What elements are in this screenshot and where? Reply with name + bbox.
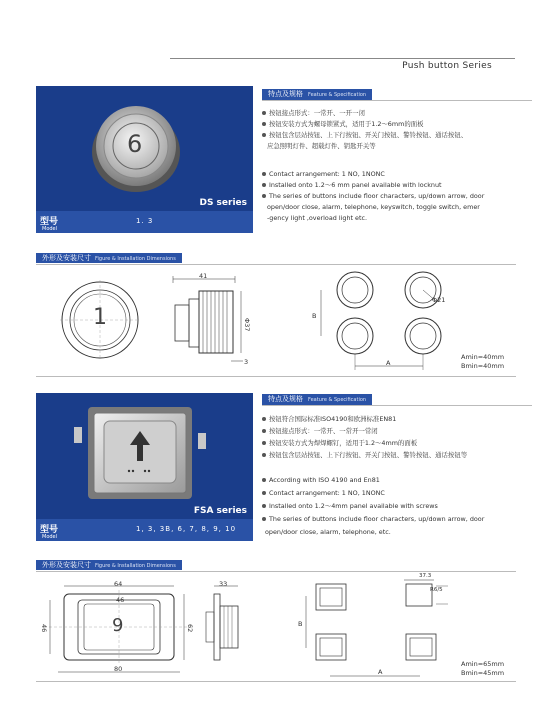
fsa-side-view bbox=[200, 582, 250, 682]
fsa-model-bar bbox=[36, 519, 253, 541]
fsa-fig-tag bbox=[36, 560, 182, 570]
fsa-cn-line: 按钮接点形式：一常开、一常开一常闭 bbox=[262, 427, 378, 436]
fsa-cut-h: R6/5 bbox=[430, 587, 443, 593]
ds-en-line: The series of buttons include floor characters, up/down arrow, door bbox=[262, 192, 484, 201]
ds-spec-rule bbox=[262, 100, 532, 101]
fsa-fig-en: Figure & Installation Dimensions bbox=[95, 563, 176, 569]
ds-fig-en: Figure & Installation Dimensions bbox=[95, 256, 176, 262]
fsa-cn-line: 按钮符合国际标准ISO4190和欧洲标准EN81 bbox=[262, 415, 396, 424]
fsa-spec-en: Feature & Specification bbox=[308, 397, 367, 403]
fsa-model-en: Model bbox=[42, 534, 58, 540]
ds-model-en: Model bbox=[42, 226, 58, 232]
fsa-dim-h2: 62 bbox=[186, 624, 194, 633]
fsa-dim-d: 33 bbox=[219, 580, 228, 588]
fsa-en-line: Contact arrangement: 1 NO, 1NONC bbox=[262, 489, 385, 498]
fsa-hole-layout bbox=[300, 578, 470, 683]
ds-model-cn: 型号 bbox=[40, 217, 59, 227]
ds-product-photo bbox=[36, 86, 253, 211]
ds-button-digit: 6 bbox=[127, 130, 143, 158]
ds-fig-tag bbox=[36, 253, 182, 263]
ds-fig-rule bbox=[36, 264, 516, 265]
fsa-spec-tag bbox=[262, 394, 372, 405]
fsa-cn-line: 按钮安装方式为焊焊螺钉，适用于1.2～4mm的面板 bbox=[262, 439, 417, 448]
fsa-cn-line: 按钮包含层站按钮、上下行按钮、开关门按钮、警铃按钮、通话按钮等 bbox=[262, 451, 467, 460]
ds-dim-small: 3 bbox=[244, 358, 249, 366]
ds-bmin: Bmin=40mm bbox=[461, 362, 505, 370]
header-rule bbox=[170, 58, 515, 59]
ds-button-illustration bbox=[36, 86, 253, 211]
ds-amin: Amin=40mm bbox=[461, 353, 505, 361]
ds-spec-en: Feature & Specification bbox=[308, 92, 367, 98]
fsa-series-label: FSA series bbox=[193, 506, 247, 516]
ds-dim-phi: Φ21 bbox=[432, 296, 446, 304]
fsa-product-photo bbox=[36, 393, 253, 519]
fsa-dim-w: 64 bbox=[114, 580, 123, 588]
ds-en-line: -gency light ,overload light etc. bbox=[267, 214, 368, 222]
ds-cn-line: 按钮接点形式：一常开、一开一闭 bbox=[262, 109, 365, 118]
fsa-en-line: The series of buttons include floor characters, up/down arrow, door bbox=[262, 515, 484, 524]
ds-dim-side: Φ37 bbox=[243, 318, 251, 332]
ds-cn-line: 按钮安装方式为螺母锁紧式，适用于1.2～6mm的面板 bbox=[262, 120, 424, 129]
ds-model-values: 1. 3 bbox=[136, 217, 154, 225]
fsa-front-digit: 9 bbox=[112, 615, 124, 636]
fsa-model-values: 1, 3, 3B, 6, 7, 8, 9, 10 bbox=[136, 525, 237, 533]
ds-hole-b: B bbox=[312, 312, 317, 320]
ds-model-bar bbox=[36, 211, 253, 233]
fsa-fig-cn: 外形及安装尺寸 bbox=[42, 561, 91, 569]
fsa-amin: Amin=65mm bbox=[461, 660, 505, 668]
fsa-bottom-rule bbox=[36, 681, 516, 682]
ds-spec-cn: 特点及规格 bbox=[268, 90, 303, 98]
fsa-button-illustration bbox=[36, 393, 253, 519]
fsa-bmin: Bmin=45mm bbox=[461, 669, 505, 677]
fsa-model-cn: 型号 bbox=[40, 525, 59, 535]
ds-spec-tag bbox=[262, 89, 372, 100]
fsa-dim-h1: 46 bbox=[40, 624, 48, 633]
ds-en-line: Installed onto 1.2～6 mm panel available with locknut bbox=[262, 181, 442, 190]
fsa-dim-outer: 80 bbox=[114, 665, 123, 673]
fsa-cut-w: 37.3 bbox=[419, 573, 432, 579]
ds-cn-line: 按钮包含层站按钮、上下行按钮、开关门按钮、警铃按钮、通话按钮、 bbox=[262, 131, 467, 140]
ds-series-label: DS series bbox=[199, 198, 247, 208]
ds-side-view bbox=[163, 275, 253, 370]
fsa-spec-rule bbox=[262, 405, 532, 406]
ds-dim-top: 41 bbox=[199, 272, 208, 280]
fsa-spec-cn: 特点及规格 bbox=[268, 395, 303, 403]
fsa-dim-inner: 46 bbox=[116, 596, 125, 604]
fsa-en-line: According with ISO 4190 and En81 bbox=[262, 476, 380, 485]
series-title: Push button Series bbox=[402, 61, 492, 71]
fsa-hole-b: B bbox=[298, 620, 303, 628]
ds-en-line: Contact arrangement: 1 NO, 1NONC bbox=[262, 170, 385, 179]
ds-hole-layout bbox=[315, 266, 475, 371]
ds-bottom-rule bbox=[36, 376, 516, 377]
fsa-en-line: Installed onto 1.2～4mm panel available with screws bbox=[262, 502, 438, 511]
ds-cn-line: 应急照明灯件、超载灯件、钥匙开关等 bbox=[267, 142, 376, 150]
ds-fig-cn: 外形及安装尺寸 bbox=[42, 254, 91, 262]
fsa-en-line: open/door close, alarm, telephone, etc. bbox=[265, 528, 391, 536]
ds-en-line: open/door close, alarm, telephone, keyswitch, toggle switch, emer bbox=[267, 203, 480, 211]
fsa-fig-rule bbox=[36, 571, 516, 572]
ds-hole-a: A bbox=[386, 359, 391, 367]
ds-front-digit: 1 bbox=[93, 305, 107, 330]
fsa-hole-a: A bbox=[378, 668, 383, 676]
